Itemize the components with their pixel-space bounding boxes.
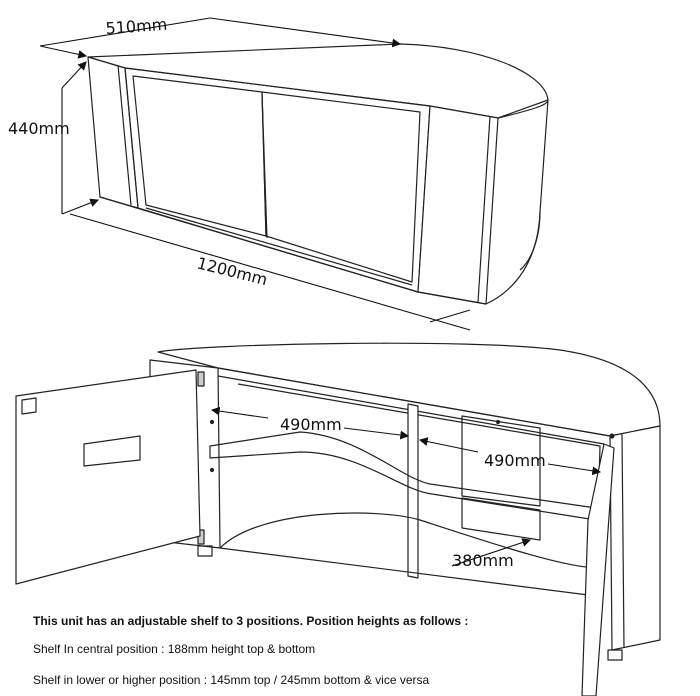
- left-door-open: [16, 370, 200, 584]
- note-lower-higher: Shelf in lower or higher position : 145mm top / 245mm bottom & vice versa: [33, 673, 430, 687]
- depth-label: 510mm: [104, 14, 168, 38]
- note-central: Shelf In central position : 188mm height top & bottom: [33, 642, 316, 656]
- right-door-open: [582, 444, 614, 696]
- inner-depth-label: 380mm: [452, 551, 514, 570]
- height-label: 440mm: [8, 119, 70, 138]
- compartment-right-label: 490mm: [484, 451, 546, 470]
- compartment-left-label: 490mm: [280, 415, 342, 434]
- note-headline: This unit has an adjustable shelf to 3 positions. Position heights as follows :: [33, 614, 469, 628]
- open-cabinet: [150, 343, 660, 660]
- closed-cabinet: [88, 44, 548, 304]
- width-label: 1200mm: [195, 253, 270, 290]
